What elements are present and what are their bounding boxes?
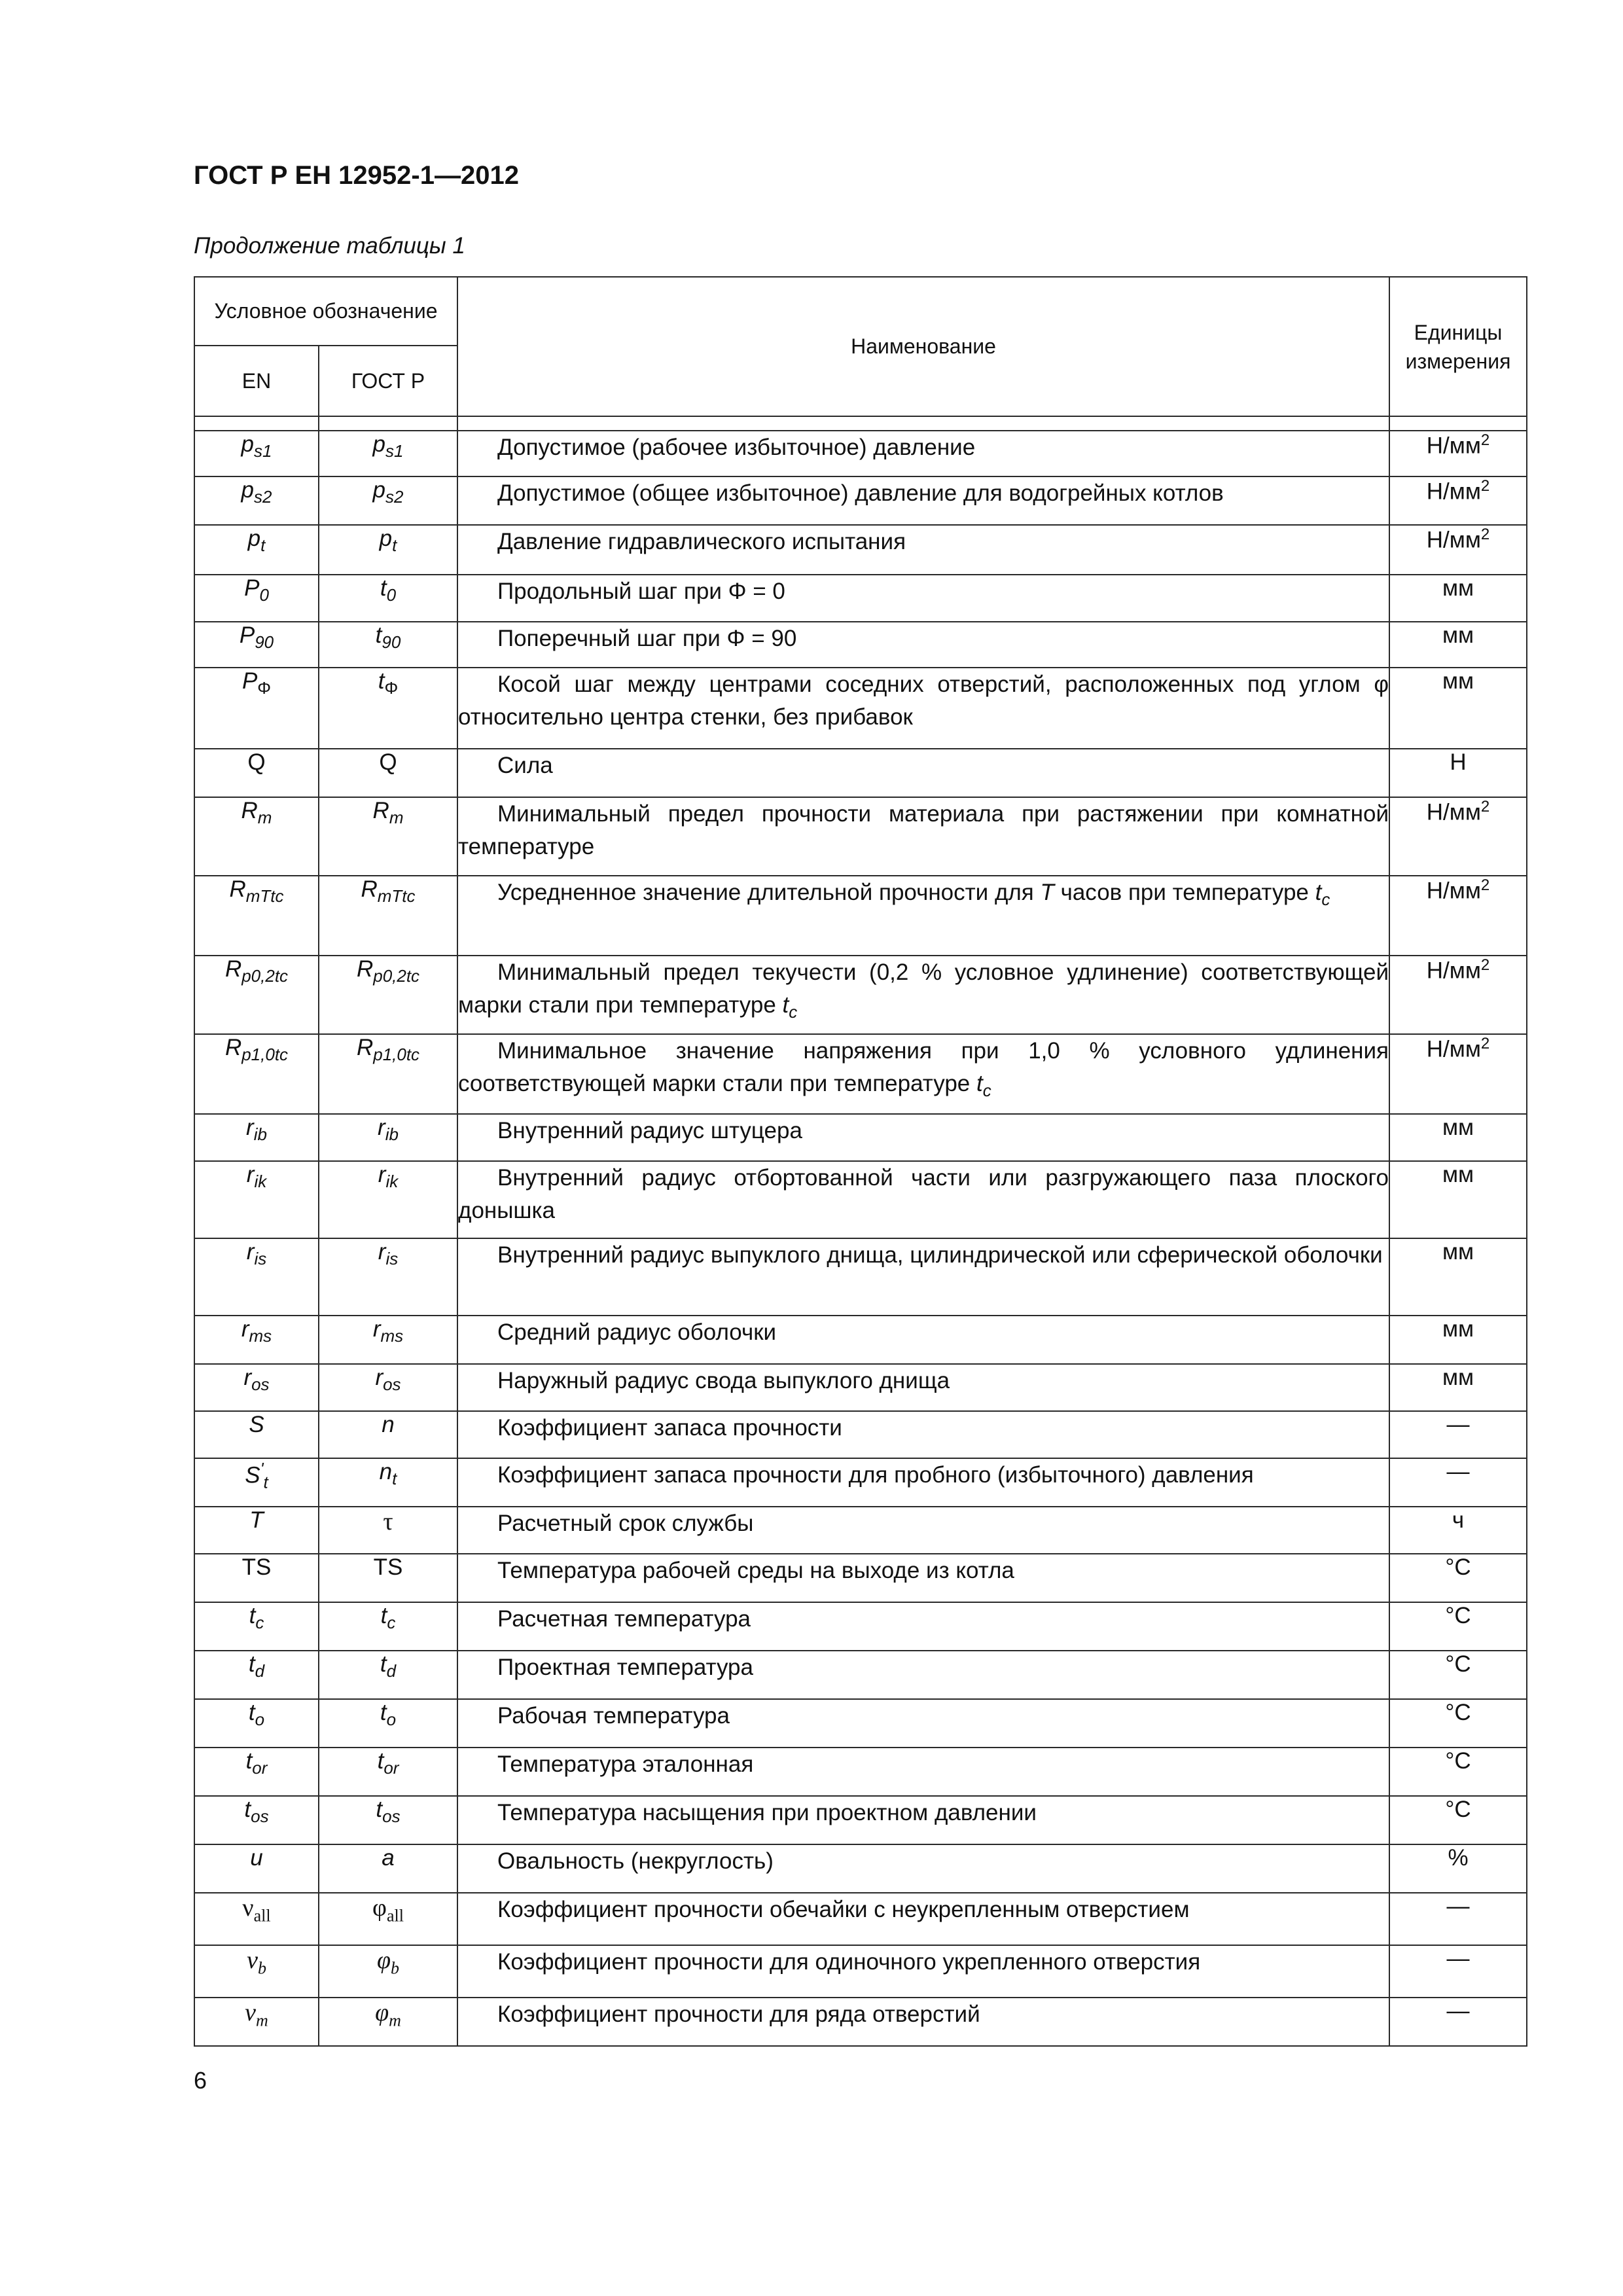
- symbol-subscript: s1: [254, 441, 272, 461]
- symbol-base: R: [356, 956, 374, 982]
- cell-symbol-en: [194, 575, 319, 622]
- symbol-inline: t: [1315, 880, 1322, 905]
- symbol-base: R: [224, 1035, 242, 1060]
- symbol-subscript: d: [386, 1661, 397, 1681]
- cell-unit: мм: [1389, 1114, 1527, 1161]
- cell-unit: °C: [1389, 1651, 1527, 1699]
- symbol-subscript: all: [253, 1906, 271, 1926]
- cell-name: Давление гидравлического испытания: [457, 525, 1389, 575]
- cell-unit: [1389, 797, 1527, 876]
- symbol-subscript: 90: [255, 632, 274, 652]
- table-row: [194, 1316, 1527, 1364]
- symbol-subscript: o: [255, 1710, 265, 1729]
- symbol-base: Q: [247, 749, 266, 775]
- cell-symbol-gost: [319, 476, 457, 525]
- header-gost: ГОСТ Р: [319, 346, 457, 416]
- cell-symbol-en: [194, 1796, 319, 1844]
- symbol-base: τ: [383, 1508, 393, 1535]
- table-row: [194, 1893, 1527, 1945]
- symbol-subscript: mTtc: [245, 886, 284, 906]
- cell-symbol-en: [194, 1114, 319, 1161]
- cell-symbol-gost: [319, 749, 457, 797]
- symbol-base: r: [372, 1316, 381, 1342]
- symbol-subscript: 0: [386, 585, 397, 605]
- cell-name: Внутренний радиус штуцера: [457, 1114, 1389, 1161]
- symbol-subscript: is: [254, 1249, 267, 1268]
- symbol-base: ν: [242, 1894, 254, 1922]
- cell-symbol-gost: [319, 1796, 457, 1844]
- header-name: Наименование: [457, 277, 1389, 416]
- table-row: [194, 1796, 1527, 1844]
- table-row: [194, 956, 1527, 1034]
- symbol-base: n: [382, 1412, 395, 1437]
- table-row: [194, 1458, 1527, 1507]
- symbol-subscript: t: [263, 1472, 268, 1492]
- cell-unit: [1389, 1034, 1527, 1114]
- cell-unit: [1389, 476, 1527, 525]
- cell-name: Коэффициент прочности для ряда отверстий: [457, 1998, 1389, 2046]
- symbol-subscript: t: [260, 535, 266, 555]
- symbol-base: p: [241, 431, 254, 457]
- symbol-subscript: o: [386, 1710, 397, 1729]
- cell-symbol-en: [194, 1602, 319, 1651]
- table-row: [194, 1364, 1527, 1411]
- unit-exponent: 2: [1480, 526, 1490, 543]
- cell-unit: —: [1389, 1998, 1527, 2046]
- symbol-subscript: s1: [385, 441, 404, 461]
- table-row: [194, 1507, 1527, 1554]
- symbol-subscript: m: [389, 2011, 401, 2030]
- symbol-base: R: [229, 876, 246, 902]
- cell-symbol-en: [194, 476, 319, 525]
- symbol-subscript: s2: [254, 487, 272, 507]
- cell-symbol-en: [194, 1844, 319, 1893]
- symbol-base: P: [241, 668, 258, 694]
- table-row: [194, 1699, 1527, 1748]
- cell-name: Косой шаг между центрами соседних отверстий, расположенных под углом φ относительно центра стенки, без прибавок: [457, 668, 1389, 749]
- cell-unit: °C: [1389, 1796, 1527, 1844]
- cell-unit: [1389, 956, 1527, 1034]
- cell-name: Расчетный срок службы: [457, 1507, 1389, 1554]
- cell-name: Температура эталонная: [457, 1748, 1389, 1796]
- symbol-base: r: [375, 1365, 383, 1390]
- cell-unit: °C: [1389, 1602, 1527, 1651]
- page-number: 6: [194, 2067, 207, 2094]
- cell-symbol-en: [194, 1893, 319, 1945]
- cell-unit: мм: [1389, 622, 1527, 668]
- symbol-base: TS: [373, 1554, 403, 1580]
- symbol-base: t: [378, 668, 385, 694]
- cell-symbol-en: [194, 1411, 319, 1458]
- symbol-base: t: [380, 1603, 387, 1628]
- symbol-subscript: p1,0tc: [241, 1045, 289, 1064]
- table-row: [194, 1161, 1527, 1238]
- symbol-base: φ: [375, 1999, 389, 2026]
- cell-symbol-gost: [319, 1458, 457, 1507]
- cell-name: Допустимое (общее избыточное) давление для водогрейных котлов: [457, 476, 1389, 525]
- table-row: [194, 476, 1527, 525]
- cell-symbol-gost: [319, 622, 457, 668]
- table-row: [194, 1602, 1527, 1651]
- symbol-base: φ: [376, 1946, 391, 1974]
- symbol-base: R: [241, 798, 258, 823]
- cell-symbol-en: [194, 956, 319, 1034]
- symbol-inline: t: [782, 992, 789, 1018]
- cell-symbol-en: [194, 1699, 319, 1748]
- cell-symbol-en: [194, 431, 319, 476]
- cell-symbol-en: [194, 1238, 319, 1316]
- unit-text: Н/мм: [1426, 799, 1481, 825]
- cell-name: Поперечный шаг при Φ = 90: [457, 622, 1389, 668]
- table-row: [194, 749, 1527, 797]
- symbol-subscript: mTtc: [377, 886, 416, 906]
- symbol-subscript: ib: [253, 1124, 267, 1144]
- symbol-subscript: p0,2tc: [373, 966, 420, 986]
- cell-symbol-en: [194, 876, 319, 956]
- symbol-base: t: [377, 1748, 384, 1774]
- symbol-inline-subscript: c: [789, 1002, 798, 1022]
- cell-unit: [1389, 525, 1527, 575]
- cell-unit: °C: [1389, 1554, 1527, 1602]
- symbol-base: t: [249, 1603, 256, 1628]
- cell-unit: мм: [1389, 1364, 1527, 1411]
- table-row: [194, 797, 1527, 876]
- symbol-base: t: [248, 1651, 255, 1677]
- symbol-base: R: [356, 1035, 374, 1060]
- cell-name: Рабочая температура: [457, 1699, 1389, 1748]
- symbol-inline: t: [976, 1071, 983, 1096]
- unit-text: Н/мм: [1426, 527, 1481, 553]
- table-row: [194, 575, 1527, 622]
- symbol-base: t: [248, 1700, 255, 1725]
- symbol-base: S: [245, 1462, 260, 1488]
- unit-text: Н/мм: [1426, 878, 1481, 904]
- cell-symbol-gost: [319, 1602, 457, 1651]
- table-row: [194, 1651, 1527, 1699]
- symbol-base: R: [224, 956, 242, 982]
- cell-symbol-gost: [319, 1364, 457, 1411]
- table-row: [194, 1114, 1527, 1161]
- cell-name: Минимальный предел текучести (0,2 % условное удлинение) соответствующей марки стали при температуре $t_c$: [457, 956, 1389, 1034]
- table-row: [194, 525, 1527, 575]
- symbol-base: R: [372, 798, 389, 823]
- cell-symbol-gost: [319, 525, 457, 575]
- symbol-inline-subscript: c: [1321, 889, 1330, 909]
- symbol-base: u: [250, 1845, 263, 1871]
- symbol-subscript: Φ: [257, 678, 272, 698]
- table-caption: Продолжение таблицы 1: [194, 233, 465, 259]
- cell-symbol-en: [194, 1034, 319, 1114]
- cell-symbol-gost: [319, 1945, 457, 1998]
- symbol-subscript: c: [387, 1613, 396, 1632]
- cell-symbol-en: [194, 1998, 319, 2046]
- symbol-base: r: [246, 1239, 255, 1265]
- symbol-subscript: all: [386, 1906, 404, 1926]
- symbol-subscript: t: [392, 535, 397, 555]
- cell-name: Овальность (некруглость): [457, 1844, 1389, 1893]
- cell-name: Сила: [457, 749, 1389, 797]
- cell-symbol-gost: [319, 1699, 457, 1748]
- cell-unit: —: [1389, 1458, 1527, 1507]
- symbol-base: a: [382, 1845, 395, 1871]
- symbol-subscript: ms: [380, 1326, 404, 1346]
- cell-name: Внутренний радиус выпуклого днища, цилиндрической или сферической оболочки: [457, 1238, 1389, 1316]
- symbol-subscript: t: [392, 1469, 397, 1488]
- cell-symbol-gost: [319, 1844, 457, 1893]
- unit-text: Н/мм: [1426, 1036, 1481, 1062]
- symbol-subscript: d: [255, 1661, 265, 1681]
- symbol-base: r: [378, 1239, 386, 1265]
- cell-symbol-gost: [319, 1507, 457, 1554]
- table-row: [194, 876, 1527, 956]
- cell-symbol-en: [194, 1651, 319, 1699]
- cell-name: Усредненное значение длительной прочности для T часов при температуре $t_c$: [457, 876, 1389, 956]
- cell-name: Продольный шаг при Φ = 0: [457, 575, 1389, 622]
- symbol-base: p: [241, 477, 254, 503]
- symbol-base: P: [239, 622, 255, 648]
- cell-symbol-gost: [319, 1034, 457, 1114]
- cell-unit: мм: [1389, 1161, 1527, 1238]
- symbol-base: p: [372, 477, 385, 503]
- cell-symbol-en: [194, 1316, 319, 1364]
- table-row: [194, 1844, 1527, 1893]
- unit-exponent: 2: [1480, 431, 1490, 449]
- symbol-subscript: os: [382, 1806, 401, 1826]
- unit-text: Н/мм: [1426, 478, 1481, 505]
- symbol-base: t: [380, 1651, 387, 1677]
- symbol-base: r: [378, 1162, 386, 1187]
- symbol-inline: T: [1040, 880, 1054, 905]
- cell-name: Минимальное значение напряжения при 1,0 % условного удлинения соответствующей марки стали при температуре $t_c$: [457, 1034, 1389, 1114]
- table-row: [194, 668, 1527, 749]
- symbol-base: p: [247, 526, 261, 551]
- cell-unit: [1389, 876, 1527, 956]
- symbol-subscript: 90: [382, 632, 401, 652]
- symbol-base: Q: [379, 749, 397, 775]
- symbol-subscript: os: [383, 1374, 401, 1394]
- cell-symbol-gost: [319, 575, 457, 622]
- cell-name: Средний радиус оболочки: [457, 1316, 1389, 1364]
- cell-symbol-en: [194, 749, 319, 797]
- symbol-subscript: b: [391, 1958, 400, 1978]
- symbol-base: t: [375, 622, 382, 648]
- table-row: [194, 1998, 1527, 2046]
- cell-symbol-en: [194, 1945, 319, 1998]
- symbol-base: n: [379, 1459, 393, 1484]
- unit-exponent: 2: [1480, 1035, 1490, 1052]
- symbol-base: ν: [247, 1946, 258, 1974]
- cell-symbol-en: [194, 1554, 319, 1602]
- symbol-base: r: [378, 1115, 385, 1140]
- cell-name: Коэффициент прочности для одиночного укрепленного отверстия: [457, 1945, 1389, 1998]
- cell-symbol-gost: [319, 797, 457, 876]
- cell-symbol-en: [194, 1507, 319, 1554]
- symbol-subscript: or: [252, 1758, 268, 1778]
- cell-symbol-gost: [319, 1554, 457, 1602]
- symbol-subscript: m: [256, 2011, 268, 2030]
- symbol-subscript: 0: [259, 585, 269, 605]
- cell-unit: [1389, 431, 1527, 476]
- symbol-base: S: [249, 1412, 264, 1437]
- symbol-subscript: Φ: [384, 678, 399, 698]
- symbol-subscript: m: [389, 808, 404, 827]
- symbol-base: r: [241, 1316, 249, 1342]
- symbol-base: r: [246, 1115, 254, 1140]
- cell-name: Наружный радиус свода выпуклого днища: [457, 1364, 1389, 1411]
- cell-symbol-en: [194, 1748, 319, 1796]
- symbol-subscript: ik: [385, 1172, 399, 1191]
- cell-symbol-gost: [319, 1893, 457, 1945]
- unit-exponent: 2: [1480, 876, 1490, 894]
- header-symbol-group: Условное обозначение: [194, 277, 457, 346]
- cell-symbol-gost: [319, 1238, 457, 1316]
- symbol-subscript: ib: [385, 1124, 399, 1144]
- cell-unit: —: [1389, 1893, 1527, 1945]
- cell-unit: Н: [1389, 749, 1527, 797]
- cell-name: Допустимое (рабочее избыточное) давление: [457, 431, 1389, 476]
- symbol-base: t: [244, 1797, 251, 1822]
- cell-name: Внутренний радиус отбортованной части или разгружающего паза плоского донышка: [457, 1161, 1389, 1238]
- table-row: [194, 1238, 1527, 1316]
- cell-symbol-gost: [319, 1316, 457, 1364]
- symbol-base: r: [246, 1162, 255, 1187]
- symbols-table: [194, 276, 1527, 2047]
- cell-unit: %: [1389, 1844, 1527, 1893]
- header-en: EN: [194, 346, 319, 416]
- cell-name: Минимальный предел прочности материала при растяжении при комнатной температуре: [457, 797, 1389, 876]
- cell-name: Температура насыщения при проектном давлении: [457, 1796, 1389, 1844]
- table-row: [194, 1748, 1527, 1796]
- cell-name: Расчетная температура: [457, 1602, 1389, 1651]
- cell-symbol-gost: [319, 1748, 457, 1796]
- symbol-subscript: s2: [385, 487, 404, 507]
- symbol-subscript: ms: [249, 1326, 272, 1346]
- symbol-base: t: [380, 575, 387, 601]
- symbol-subscript: os: [251, 1374, 270, 1394]
- cell-symbol-en: [194, 525, 319, 575]
- cell-symbol-en: [194, 797, 319, 876]
- cell-unit: °C: [1389, 1699, 1527, 1748]
- cell-symbol-gost: [319, 876, 457, 956]
- symbol-base: R: [361, 876, 378, 902]
- symbol-base: ν: [245, 1999, 257, 2026]
- symbol-base: TS: [241, 1554, 272, 1580]
- symbol-base: t: [245, 1748, 253, 1774]
- symbol-base: p: [379, 526, 393, 551]
- symbol-base: p: [372, 431, 385, 457]
- symbol-subscript: c: [255, 1613, 264, 1632]
- cell-unit: ч: [1389, 1507, 1527, 1554]
- cell-name: Коэффициент запаса прочности: [457, 1411, 1389, 1458]
- cell-name: Коэффициент запаса прочности для пробного (избыточного) давления: [457, 1458, 1389, 1507]
- document-title: ГОСТ Р ЕН 12952-1—2012: [194, 161, 519, 190]
- cell-symbol-gost: [319, 956, 457, 1034]
- cell-symbol-gost: [319, 1651, 457, 1699]
- cell-symbol-gost: [319, 1161, 457, 1238]
- symbol-base: φ: [372, 1894, 387, 1922]
- unit-exponent: 2: [1480, 798, 1490, 816]
- cell-symbol-en: [194, 1458, 319, 1507]
- cell-unit: мм: [1389, 1316, 1527, 1364]
- symbol-base: P: [244, 575, 260, 601]
- table-row: [194, 431, 1527, 476]
- unit-text: Н/мм: [1426, 958, 1481, 984]
- unit-text: Н/мм: [1426, 433, 1481, 459]
- cell-unit: мм: [1389, 575, 1527, 622]
- symbol-subscript: b: [257, 1958, 266, 1978]
- cell-symbol-gost: [319, 431, 457, 476]
- symbol-inline-subscript: c: [982, 1081, 991, 1100]
- cell-unit: мм: [1389, 1238, 1527, 1316]
- cell-unit: мм: [1389, 668, 1527, 749]
- symbol-base: r: [243, 1365, 252, 1390]
- cell-symbol-gost: [319, 668, 457, 749]
- symbol-subscript: m: [257, 808, 272, 827]
- header-unit: Единицы измерения: [1389, 277, 1527, 416]
- table-row: [194, 1034, 1527, 1114]
- table-row: [194, 1554, 1527, 1602]
- symbol-subscript: ik: [254, 1172, 267, 1191]
- cell-name: Проектная температура: [457, 1651, 1389, 1699]
- symbol-base: t: [376, 1797, 383, 1822]
- cell-name: Коэффициент прочности обечайки с неукрепленным отверстием: [457, 1893, 1389, 1945]
- unit-exponent: 2: [1480, 956, 1490, 974]
- cell-symbol-gost: [319, 1998, 457, 2046]
- cell-symbol-gost: [319, 1411, 457, 1458]
- symbol-subscript: is: [385, 1249, 399, 1268]
- header-spacer-row: [194, 416, 1527, 431]
- symbol-subscript: os: [251, 1806, 269, 1826]
- cell-name: Температура рабочей среды на выходе из котла: [457, 1554, 1389, 1602]
- symbol-subscript: p1,0tc: [373, 1045, 420, 1064]
- symbol-base: t: [380, 1700, 387, 1725]
- cell-symbol-en: [194, 1161, 319, 1238]
- table-row: [194, 1411, 1527, 1458]
- cell-symbol-gost: [319, 1114, 457, 1161]
- symbol-base: T: [249, 1507, 264, 1533]
- cell-unit: —: [1389, 1945, 1527, 1998]
- symbol-subscript: or: [383, 1758, 399, 1778]
- cell-unit: —: [1389, 1411, 1527, 1458]
- table-row: [194, 622, 1527, 668]
- cell-symbol-en: [194, 668, 319, 749]
- cell-unit: °C: [1389, 1748, 1527, 1796]
- unit-exponent: 2: [1480, 477, 1490, 495]
- symbol-subscript: p0,2tc: [241, 966, 289, 986]
- table-row: [194, 1945, 1527, 1998]
- symbol-superscript: ': [260, 1459, 264, 1479]
- cell-symbol-en: [194, 622, 319, 668]
- cell-symbol-en: [194, 1364, 319, 1411]
